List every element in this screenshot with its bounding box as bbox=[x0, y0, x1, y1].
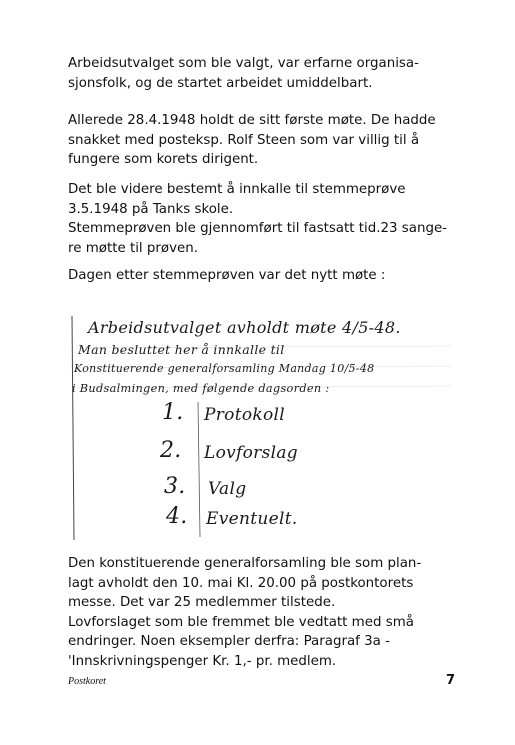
agenda-number: 2. bbox=[160, 438, 182, 463]
agenda-number: 3. bbox=[164, 474, 186, 499]
handwritten-minutes-image bbox=[68, 312, 456, 542]
text-line: 3.5.1948 på Tanks skole. bbox=[68, 201, 234, 217]
paragraph-next-day bbox=[68, 266, 456, 286]
agenda-number: 4. bbox=[166, 504, 188, 529]
page-number: 7 bbox=[446, 673, 456, 688]
text-line: Arbeidsutvalget som ble valgt, var erfarne organisa- bbox=[68, 56, 419, 71]
text-line: Det ble videre bestemt å innkalle til stemmeprøve bbox=[68, 182, 406, 197]
text-line: Allerede 28.4.1948 holdt de sitt første møte. De hadde bbox=[68, 113, 436, 128]
paragraph-intro bbox=[68, 54, 456, 93]
text-line: 'Innskrivningspenger Kr. 1,- pr. medlem. bbox=[68, 653, 337, 669]
text-line: messe. Det var 25 medlemmer tilstede. bbox=[68, 595, 336, 610]
text-line: Dagen etter stemmeprøven var det nytt møte : bbox=[68, 268, 386, 283]
agenda-item: Lovforslag bbox=[204, 443, 298, 463]
text-line: re møtte til prøven. bbox=[68, 240, 198, 256]
agenda-item: Valg bbox=[208, 479, 247, 499]
paragraph-first-meeting bbox=[68, 111, 456, 170]
manuscript-line: Arbeidsutvalget avholdt møte 4/5-48. bbox=[88, 318, 401, 337]
paragraph-voice-test bbox=[68, 180, 456, 258]
manuscript-line: Konstituerende generalforsamling Mandag 10/5-48 bbox=[74, 362, 375, 375]
text-line: Stemmeprøven ble gjennomført til fastsatt tid.23 sange- bbox=[68, 221, 448, 236]
manuscript-line: Man besluttet her å innkalle til bbox=[78, 342, 285, 357]
text-line: Lovforslaget som ble fremmet ble vedtatt med små bbox=[68, 614, 414, 630]
text-line: sjonsfolk, og de startet arbeidet umiddelbart. bbox=[68, 75, 373, 91]
text-line: Den konstituerende generalforsamling ble som plan- bbox=[68, 556, 422, 571]
footer-publication-name: Postkoret bbox=[68, 676, 106, 687]
manuscript-line: i Budsalmingen, med følgende dagsorden : bbox=[72, 382, 330, 395]
paragraph-general-assembly bbox=[68, 554, 456, 671]
text-line: endringer. Noen eksempler derfra: Paragraf 3a - bbox=[68, 634, 390, 649]
text-line: snakket med posteksp. Rolf Steen som var villig til å bbox=[68, 132, 420, 148]
agenda-item: Protokoll bbox=[204, 405, 285, 425]
text-line: lagt avholdt den 10. mai Kl. 20.00 på postkontorets bbox=[68, 575, 414, 591]
agenda-item: Eventuelt. bbox=[206, 509, 298, 529]
text-line: fungere som korets dirigent. bbox=[68, 152, 259, 167]
agenda-number: 1. bbox=[162, 400, 184, 425]
